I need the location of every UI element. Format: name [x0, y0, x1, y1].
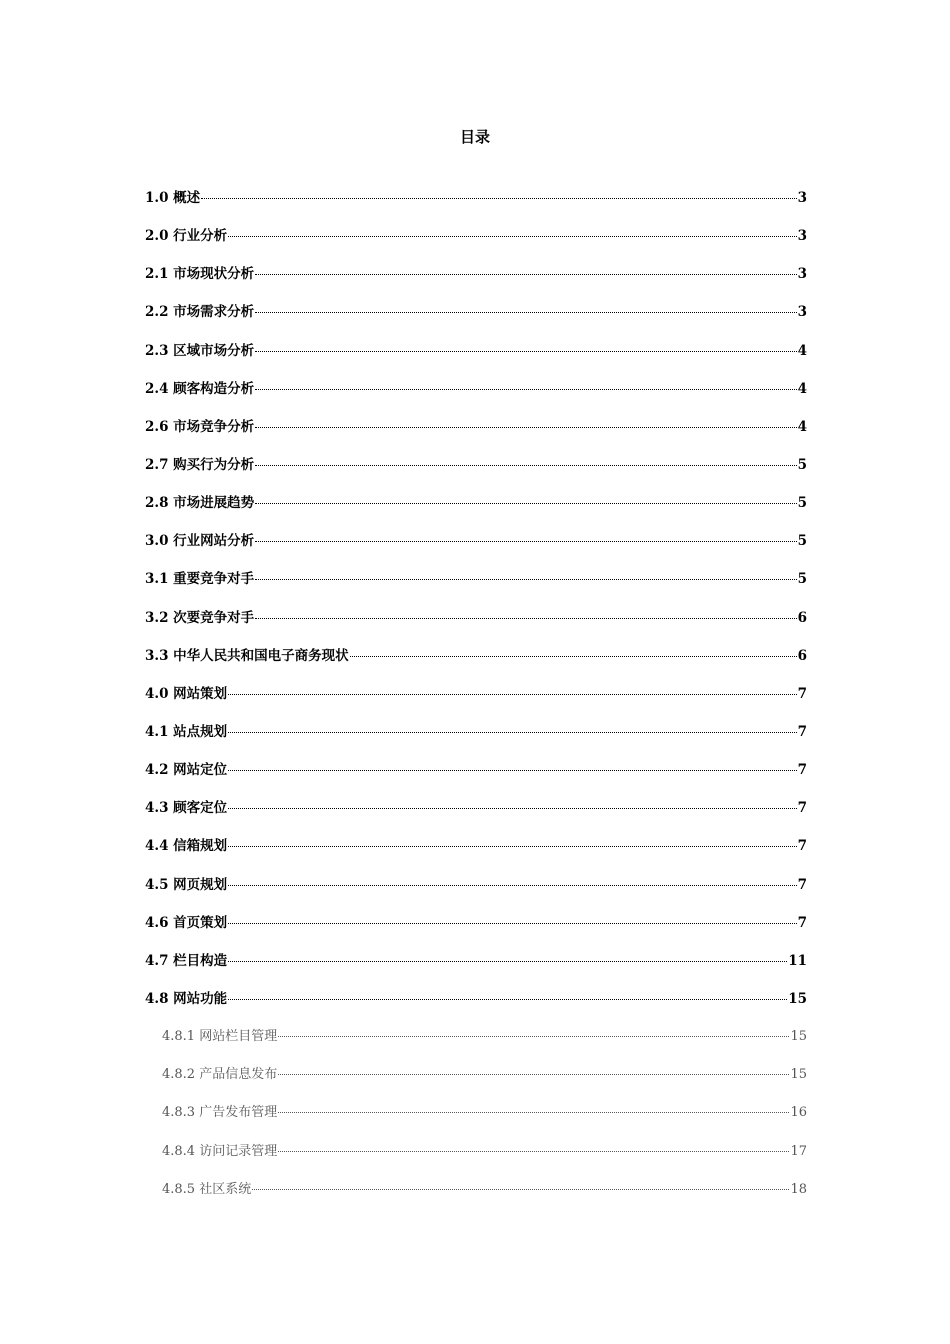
toc-entry-page-number: 5 — [797, 456, 807, 473]
toc-entry[interactable] — [145, 912, 807, 950]
dot-leader — [228, 807, 796, 809]
toc-entry-label: 4.8.3 广告发布管理 — [162, 1105, 278, 1121]
toc-entry-page-number: 15 — [790, 1067, 807, 1083]
dot-leader — [228, 998, 787, 1000]
dot-leader — [255, 502, 796, 504]
dot-leader — [278, 1035, 789, 1037]
toc-entry[interactable] — [145, 378, 807, 416]
toc-entry-label: 2.4 顾客构造分析 — [145, 380, 255, 397]
toc-entry[interactable] — [145, 225, 807, 263]
toc-entry[interactable] — [145, 950, 807, 988]
table-of-contents — [145, 187, 807, 1217]
dot-leader — [255, 388, 796, 390]
toc-entry[interactable] — [145, 1179, 807, 1217]
toc-entry-label: 4.8.5 社区系统 — [162, 1181, 252, 1197]
toc-entry-label: 4.2 网站定位 — [145, 762, 228, 779]
toc-entry[interactable] — [145, 263, 807, 301]
dot-leader — [201, 197, 796, 199]
dot-leader — [228, 884, 796, 886]
toc-entry-label: 3.1 重要竞争对手 — [145, 571, 255, 588]
dot-leader — [255, 464, 796, 466]
dot-leader — [278, 1073, 789, 1075]
toc-entry-label: 4.8.1 网站栏目管理 — [162, 1029, 278, 1045]
dot-leader — [255, 578, 796, 580]
toc-entry-label: 2.2 市场需求分析 — [145, 304, 255, 321]
toc-entry-page-number: 7 — [797, 838, 807, 855]
toc-entry-page-number: 7 — [797, 762, 807, 779]
toc-entry-label: 4.4 信箱规划 — [145, 838, 228, 855]
toc-entry[interactable] — [145, 835, 807, 873]
toc-entry[interactable] — [145, 530, 807, 568]
toc-entry-page-number: 7 — [797, 876, 807, 893]
toc-entry[interactable] — [145, 645, 807, 683]
toc-entry-label: 1.0 概述 — [145, 190, 201, 206]
toc-entry[interactable] — [145, 759, 807, 797]
dot-leader — [255, 426, 796, 428]
toc-entry-page-number: 7 — [797, 723, 807, 740]
toc-entry[interactable] — [145, 301, 807, 339]
toc-entry-page-number: 4 — [797, 342, 807, 359]
toc-entry-label: 4.8 网站功能 — [145, 990, 228, 1007]
toc-entry-page-number: 18 — [790, 1181, 807, 1197]
toc-entry-page-number: 17 — [790, 1143, 807, 1159]
toc-entry[interactable] — [145, 1141, 807, 1179]
toc-entry[interactable] — [145, 568, 807, 606]
toc-entry-label: 4.7 栏目构造 — [145, 952, 228, 969]
toc-entry-label: 4.5 网页规划 — [145, 876, 228, 893]
toc-entry-page-number: 7 — [797, 685, 807, 702]
dot-leader — [228, 693, 796, 695]
dot-leader — [228, 960, 787, 962]
toc-entry-page-number: 7 — [797, 914, 807, 931]
dot-leader — [255, 273, 796, 275]
toc-entry-page-number: 5 — [797, 533, 807, 550]
toc-entry-page-number: 6 — [797, 609, 807, 626]
toc-entry[interactable] — [145, 1102, 807, 1140]
dot-leader — [278, 1111, 789, 1113]
toc-entry[interactable] — [145, 683, 807, 721]
toc-entry-page-number: 11 — [788, 952, 807, 969]
dot-leader — [228, 731, 796, 733]
toc-entry-page-number: 4 — [797, 418, 807, 435]
toc-entry-page-number: 6 — [797, 647, 807, 664]
toc-entry[interactable] — [145, 1064, 807, 1102]
toc-entry[interactable] — [145, 340, 807, 378]
toc-entry[interactable] — [145, 1026, 807, 1064]
toc-entry-page-number: 4 — [797, 380, 807, 397]
toc-entry-label: 2.0 行业分析 — [145, 228, 228, 245]
dot-leader — [278, 1150, 789, 1152]
toc-entry-page-number: 16 — [790, 1105, 807, 1121]
toc-entry-page-number: 3 — [797, 228, 807, 245]
toc-entry-label: 2.7 购买行为分析 — [145, 456, 255, 473]
toc-entry-label: 3.2 次要竞争对手 — [145, 609, 255, 626]
toc-entry-page-number: 3 — [797, 304, 807, 321]
toc-entry-page-number: 15 — [788, 990, 807, 1007]
toc-entry-label: 4.6 首页策划 — [145, 914, 228, 931]
toc-entry-page-number: 7 — [797, 800, 807, 817]
toc-entry-label: 2.8 市场进展趋势 — [145, 495, 255, 512]
toc-entry-page-number: 3 — [797, 266, 807, 283]
toc-entry-label: 4.3 顾客定位 — [145, 800, 228, 817]
toc-title: 目录 — [459, 128, 490, 146]
toc-entry[interactable] — [145, 721, 807, 759]
toc-entry-label: 3.3 中华人民共和国电子商务现状 — [145, 647, 349, 664]
dot-leader — [252, 1188, 789, 1190]
dot-leader — [228, 769, 796, 771]
toc-entry-label: 4.1 站点规划 — [145, 723, 228, 740]
toc-entry-label: 4.8.4 访问记录管理 — [162, 1143, 278, 1159]
toc-entry-label: 2.6 市场竞争分析 — [145, 418, 255, 435]
toc-entry[interactable] — [145, 416, 807, 454]
toc-entry-page-number: 3 — [797, 190, 807, 206]
dot-leader — [350, 655, 797, 657]
toc-entry[interactable] — [145, 874, 807, 912]
dot-leader — [228, 845, 796, 847]
dot-leader — [228, 235, 796, 237]
toc-entry-label: 2.3 区域市场分析 — [145, 342, 255, 359]
toc-entry-page-number: 15 — [790, 1029, 807, 1045]
toc-entry[interactable] — [145, 492, 807, 530]
toc-entry-label: 2.1 市场现状分析 — [145, 266, 255, 283]
dot-leader — [228, 922, 796, 924]
toc-entry[interactable] — [145, 454, 807, 492]
dot-leader — [255, 350, 796, 352]
dot-leader — [255, 311, 796, 313]
dot-leader — [255, 540, 796, 542]
toc-entry-page-number: 5 — [797, 571, 807, 588]
toc-entry[interactable] — [145, 187, 807, 225]
toc-entry-label: 3.0 行业网站分析 — [145, 533, 255, 550]
toc-entry[interactable] — [145, 797, 807, 835]
toc-entry[interactable] — [145, 607, 807, 645]
toc-entry[interactable] — [145, 988, 807, 1026]
toc-entry-label: 4.0 网站策划 — [145, 685, 228, 702]
toc-entry-page-number: 5 — [797, 495, 807, 512]
toc-entry-label: 4.8.2 产品信息发布 — [162, 1067, 278, 1083]
dot-leader — [255, 617, 796, 619]
